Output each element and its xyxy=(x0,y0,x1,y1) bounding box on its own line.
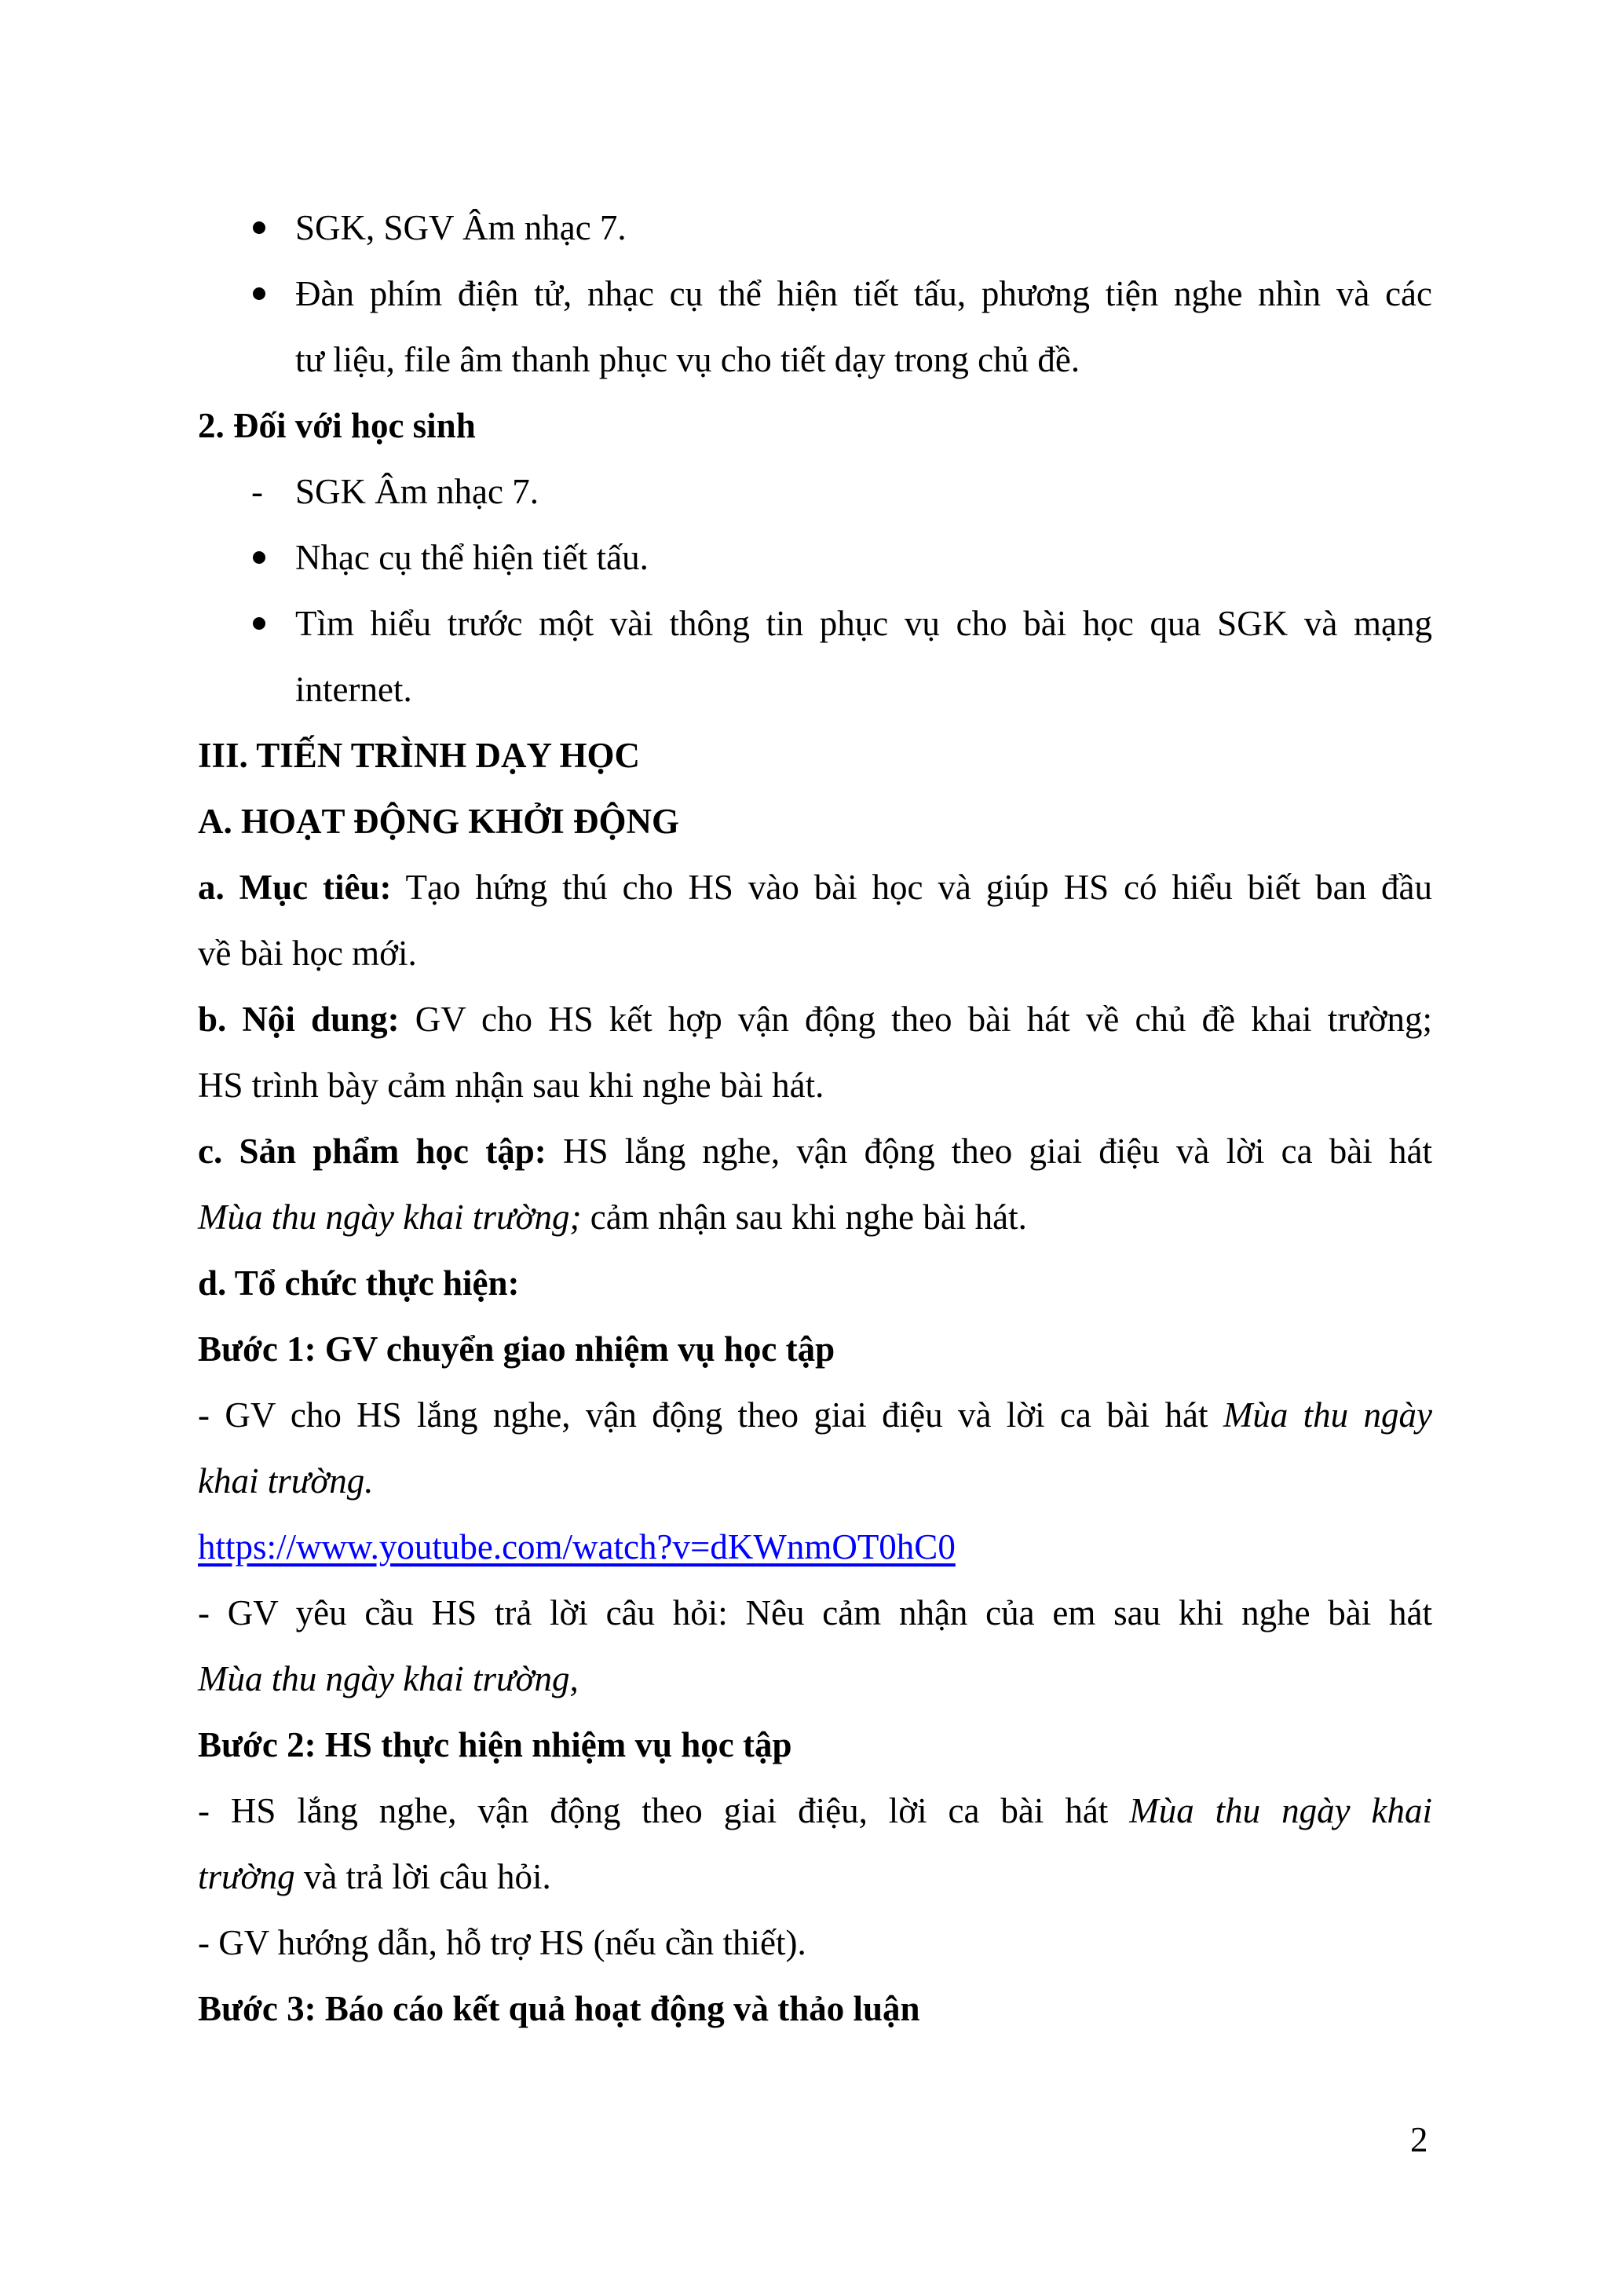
step1-heading: Bước 1: GV chuyển giao nhiệm vụ học tập xyxy=(198,1329,835,1369)
song-title-continuation: trường xyxy=(198,1857,295,1896)
song-title: Mùa thu ngày khai xyxy=(1129,1791,1432,1830)
step2-continuation xyxy=(198,1844,1432,1910)
subsection-heading: 2. Đối với học sinh xyxy=(198,406,476,445)
step1-paragraph xyxy=(198,1382,1432,1448)
objective-label: a. Mục tiêu: xyxy=(198,868,392,907)
section-heading: III. TIẾN TRÌNH DẠY HỌC xyxy=(198,736,641,775)
document-page xyxy=(198,195,1432,2042)
list-item xyxy=(198,261,1432,327)
list-item-text: Tìm hiểu trước một vài thông tin phục vụ cho bài học qua SGK và mạng xyxy=(295,604,1432,643)
activity-heading: A. HOẠT ĐỘNG KHỞI ĐỘNG xyxy=(198,802,679,841)
list-item-continuation: tư liệu, file âm thanh phục vụ cho tiết dạy trong chủ đề. xyxy=(295,340,1080,379)
list-item-continuation: internet. xyxy=(295,670,412,709)
youtube-link[interactable]: https://www.youtube.com/watch?v=dKWnmOT0hC0 xyxy=(198,1527,956,1567)
song-title-continuation: khai trường. xyxy=(198,1461,374,1501)
song-title: Mùa thu ngày khai trường; xyxy=(198,1197,582,1237)
step2-text: - HS lắng nghe, vận động theo giai điệu, lời ca bài hát xyxy=(198,1791,1130,1830)
product-continuation xyxy=(198,1184,1432,1250)
product-paragraph xyxy=(198,1118,1432,1184)
content-text: GV cho HS kết hợp vận động theo bài hát về chủ đề khai trường; xyxy=(399,1000,1432,1039)
dash-marker: - xyxy=(251,472,263,511)
list-item-text: SGK, SGV Âm nhạc 7. xyxy=(295,208,627,247)
list-item xyxy=(198,590,1432,656)
step2-support: - GV hướng dẫn, hỗ trợ HS (nếu cần thiết). xyxy=(198,1923,806,1962)
page-number: 2 xyxy=(1410,2120,1428,2159)
list-item-text: Đàn phím điện tử, nhạc cụ thể hiện tiết tấu, phương tiện nghe nhìn và các xyxy=(295,274,1432,313)
list-item-text: SGK Âm nhạc 7. xyxy=(295,472,539,511)
content-label: b. Nội dung: xyxy=(198,1000,400,1039)
step2-heading: Bước 2: HS thực hiện nhiệm vụ học tập xyxy=(198,1725,792,1764)
objective-paragraph xyxy=(198,854,1432,920)
step2-text-rest: và trả lời câu hỏi. xyxy=(294,1857,551,1896)
organize-heading: d. Tổ chức thực hiện: xyxy=(198,1263,520,1303)
bullet-icon xyxy=(253,551,265,564)
list-item xyxy=(198,525,1432,590)
product-label: c. Sản phẩm học tập: xyxy=(198,1132,546,1171)
objective-continuation: về bài học mới. xyxy=(198,934,417,973)
objective-text: Tạo hứng thú cho HS vào bài học và giúp HS có hiểu biết ban đầu xyxy=(391,868,1432,907)
bullet-icon xyxy=(253,617,265,630)
content-paragraph xyxy=(198,986,1432,1052)
step1-text: - GV cho HS lắng nghe, vận động theo giai điệu và lời ca bài hát xyxy=(198,1395,1223,1435)
list-item xyxy=(198,195,1432,261)
step3-heading: Bước 3: Báo cáo kết quả hoạt động và thảo luận xyxy=(198,1989,920,2028)
list-item xyxy=(198,459,1432,525)
bullet-icon xyxy=(253,221,265,234)
product-text: HS lắng nghe, vận động theo giai điệu và lời ca bài hát xyxy=(546,1132,1432,1171)
content-continuation: HS trình bày cảm nhận sau khi nghe bài hát. xyxy=(198,1066,824,1105)
song-title: Mùa thu ngày khai trường, xyxy=(198,1659,579,1698)
step2-paragraph xyxy=(198,1778,1432,1844)
bullet-icon xyxy=(253,287,265,300)
list-item-text: Nhạc cụ thể hiện tiết tấu. xyxy=(295,538,649,577)
step1-question: - GV yêu cầu HS trả lời câu hỏi: Nêu cảm nhận của em sau khi nghe bài hát xyxy=(198,1593,1432,1632)
product-text-rest: cảm nhận sau khi nghe bài hát. xyxy=(581,1197,1027,1237)
song-title: Mùa thu ngày xyxy=(1223,1395,1432,1435)
